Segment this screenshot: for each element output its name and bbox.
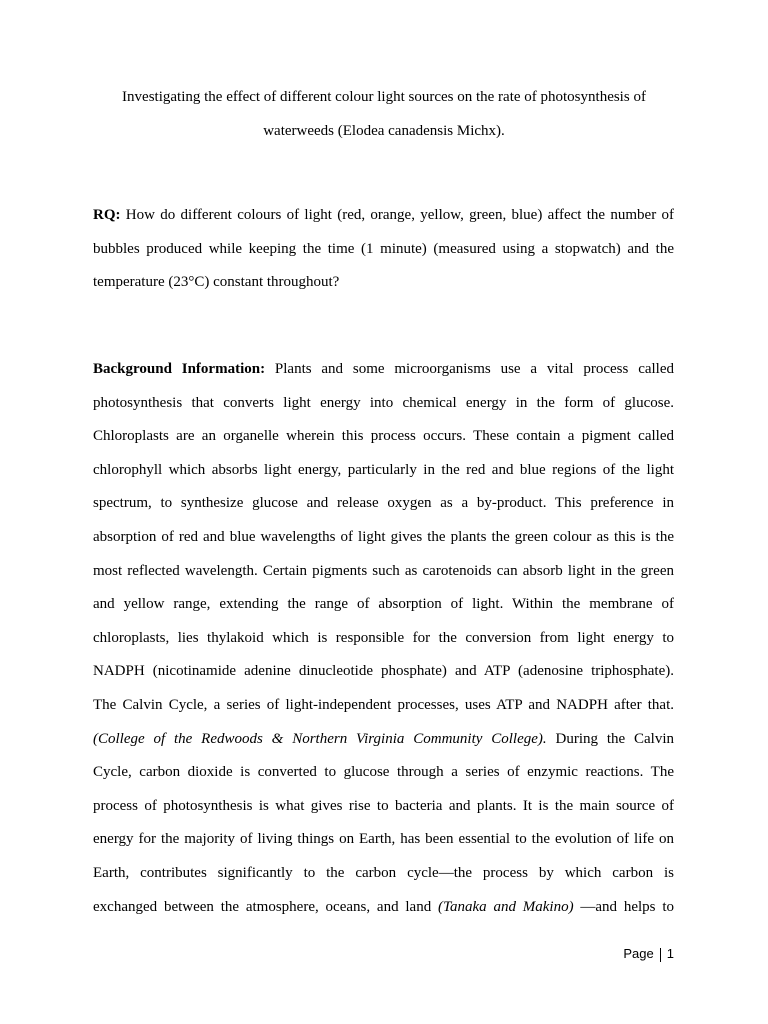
page-footer <box>623 946 674 962</box>
bg-line: Cycle, carbon dioxide is converted to glucose through a series of enzymic reactions. The <box>93 764 674 781</box>
rq-line-3: temperature (23°C) constant throughout? <box>93 274 340 291</box>
bg-line: NADPH (nicotinamide adenine dinucleotide phosphate) and ATP (adenosine triphosphate). <box>93 663 674 680</box>
bg-line: spectrum, to synthesize glucose and release oxygen as a by-product. This preference in <box>93 495 674 512</box>
bg-line: Earth, contributes significantly to the carbon cycle—the process by which carbon is <box>93 864 674 881</box>
bg-line-1: Background Information: Plants and some microorganisms use a vital process called <box>93 361 674 377</box>
bg-line: chloroplasts, lies thylakoid which is responsible for the conversion from light energy to <box>93 629 674 646</box>
background-information <box>93 353 674 924</box>
rq-label: RQ: <box>93 207 121 223</box>
title-line-1: Investigating the effect of different colour light sources on the rate of photosynthesis of <box>122 89 646 105</box>
rq-line-2: bubbles produced while keeping the time (1 minute) (measured using a stopwatch) and the <box>93 240 674 257</box>
citation-tanaka-and-makino: (Tanaka and Makino) <box>438 898 574 915</box>
bg-line-citation-1: (College of the Redwoods & Northern Virginia Community College). During the Calvin <box>93 730 674 747</box>
bg-line: photosynthesis that converts light energy into chemical energy in the form of glucose. <box>93 394 674 411</box>
bg-line: and yellow range, extending the range of absorption of light. Within the membrane of <box>93 596 674 613</box>
bg-line: process of photosynthesis is what gives rise to bacteria and plants. It is the main source of <box>93 797 674 814</box>
research-question <box>93 199 674 300</box>
title-line-2: waterweeds (Elodea canadensis Michx). <box>263 122 505 139</box>
bg-line-citation-2: exchanged between the atmosphere, oceans, and land (Tanaka and Makino) —and helps to <box>93 898 674 915</box>
bg-line: Chloroplasts are an organelle wherein this process occurs. These contain a pigment called <box>93 428 674 445</box>
page-label: Page <box>623 946 654 961</box>
bg-line: The Calvin Cycle, a series of light-independent processes, uses ATP and NADPH after that. <box>93 696 674 713</box>
rq-line-1: RQ: How do different colours of light (red, orange, yellow, green, blue) affect the number of <box>93 207 674 223</box>
bg-line: absorption of red and blue wavelengths of light gives the plants the green colour as this is the <box>93 528 674 545</box>
bg-label: Background Information: <box>93 361 266 377</box>
document-title <box>93 80 675 147</box>
bg-line: energy for the majority of living things on Earth, has been essential to the evolution of life on <box>93 831 674 848</box>
footer-separator <box>660 948 661 962</box>
citation-college-of-the-redwoods: (College of the Redwoods & Northern Virginia Community College). <box>93 730 547 747</box>
bg-line: chlorophyll which absorbs light energy, particularly in the red and blue regions of the light <box>93 461 674 478</box>
page-number: 1 <box>666 946 674 961</box>
bg-line: most reflected wavelength. Certain pigments such as carotenoids can absorb light in the green <box>93 562 674 579</box>
